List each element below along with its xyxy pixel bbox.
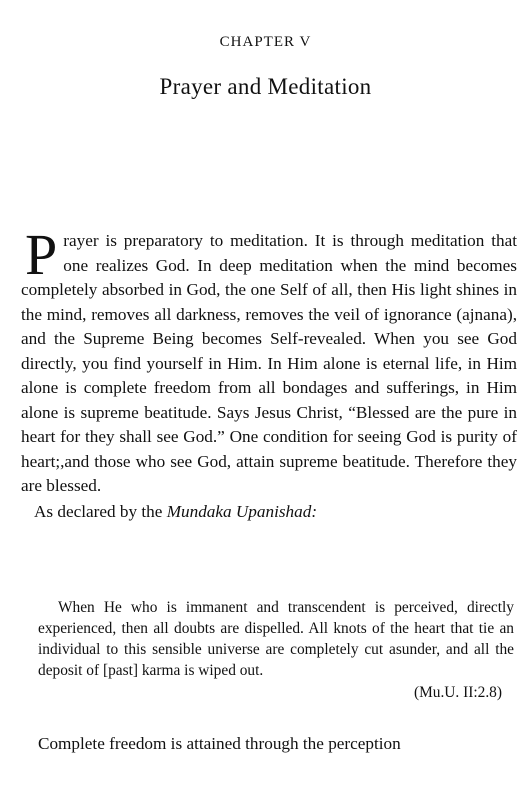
- scripture-quote-block: [38, 597, 514, 703]
- declaration-prefix: As declared by the: [34, 501, 167, 521]
- intro-paragraph: [21, 222, 517, 499]
- chapter-label: CHAPTER V: [219, 34, 312, 50]
- scripture-quote-text: When He who is immanent and transcendent is perceived, directly experienced, then all doubts are dispelled. All knots of the heart that tie an individual to this sensible universe are completely cut asunder, and all the deposit of [past] karma is wiped out.: [38, 599, 514, 679]
- main-body-text: [21, 222, 517, 524]
- scripture-quote-citation: (Mu.U. II:2.8): [413, 684, 502, 701]
- declaration-line: [21, 500, 517, 525]
- intro-paragraph-text: rayer is preparatory to meditation. It is through meditation that one realizes God. In deep meditation when the mind becomes completely absorbed in God, the one Self of all, then His light shines in the mind, removes all darkness, removes the veil of ignorance (ajnana), and the Supreme Being becomes Self-revealed. When you see God directly, you find yourself in Him. In Him alone is eternal life, in Him alone is complete freedom from all bondages and sufferings, in Him alone is supreme beatitude. Says Jesus Christ, “Blessed are the pure in heart for they shall see God.” One condition for seeing God is purity of heart;,and those who see God, attain supreme beatitude. Therefore they are blessed.: [21, 231, 517, 495]
- closing-paragraph: Complete freedom is attained through the perception: [38, 734, 401, 753]
- chapter-title: Prayer and Meditation: [159, 74, 372, 99]
- declaration-source-title: Mundaka Upanishad:: [166, 501, 318, 521]
- drop-cap-letter: P: [25, 222, 58, 287]
